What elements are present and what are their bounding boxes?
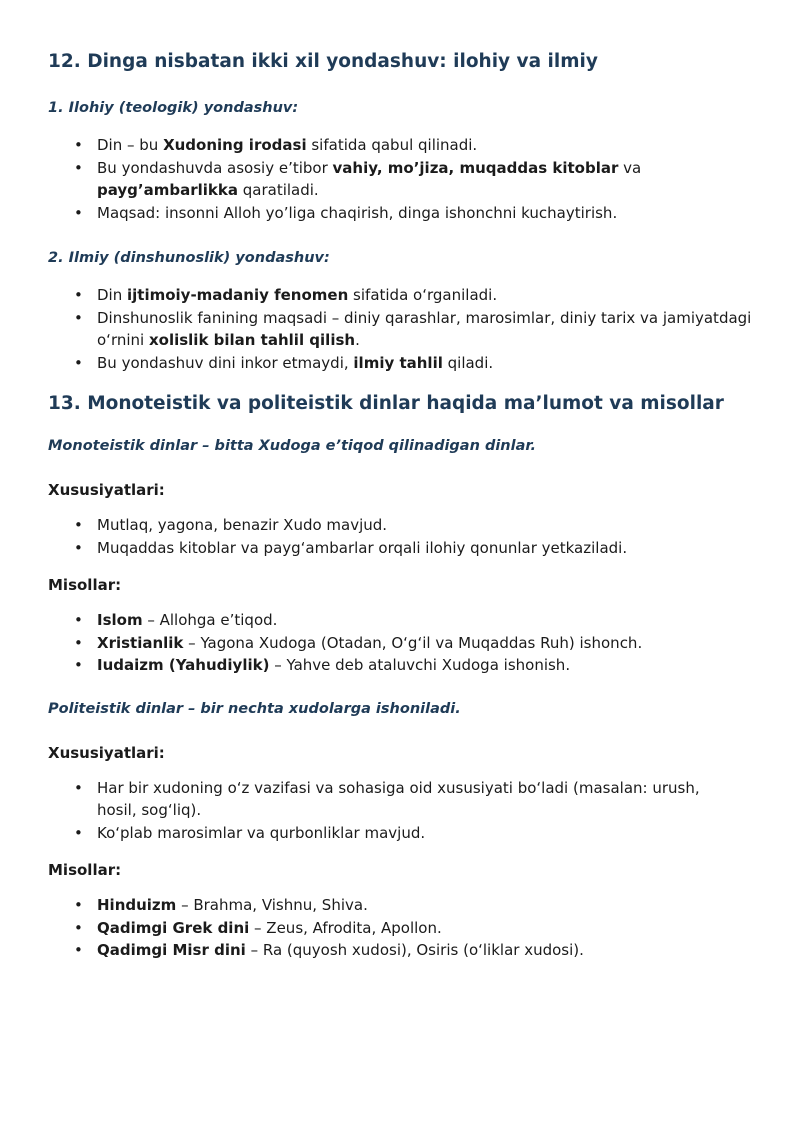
scientific-approach-list [48, 284, 752, 374]
section-13-title: 13. Monoteistik va politeistik dinlar haqida ma’lumot va misollar [48, 393, 724, 414]
list-item: • Islom – Allohga e’tiqod. [97, 609, 752, 632]
monotheistic-heading: Monoteistik dinlar – bitta Xudoga e’tiqod qilinadigan dinlar. [48, 438, 536, 454]
scientific-approach-heading: 2. Ilmiy (dinshunoslik) yondashuv: [48, 250, 330, 266]
monotheistic-examples-list [48, 609, 752, 677]
list-item: • Ko‘plab marosimlar va qurbonliklar mavjud. [97, 822, 712, 845]
polytheistic-features-label: Xususiyatlari: [48, 743, 165, 762]
section-12-title: 12. Dinga nisbatan ikki xil yondashuv: ilohiy va ilmiy [48, 51, 598, 72]
list-item: • Qadimgi Misr dini – Ra (quyosh xudosi), Osiris (o‘liklar xudosi). [97, 939, 752, 962]
polytheistic-heading: Politeistik dinlar – bir nechta xudolarga ishoniladi. [48, 700, 461, 717]
monotheistic-examples-label: Misollar: [48, 576, 122, 594]
list-item: • Xristianlik – Yagona Xudoga (Otadan, O‘g‘il va Muqaddas Ruh) ishonch. [97, 632, 752, 655]
list-item: • Bu yondashuv dini inkor etmaydi, ilmiy tahlil qiladi. [97, 352, 752, 375]
monotheistic-features-label: Xususiyatlari: [48, 481, 165, 499]
polytheistic-examples-list [48, 894, 752, 962]
list-item: • Bu yondashuvda asosiy e’tibor vahiy, mo’jiza, muqaddas kitoblar va payg’ambarlikka qaratiladi. [97, 157, 752, 202]
list-item: • Muqaddas kitoblar va payg‘ambarlar orqali ilohiy qonunlar yetkaziladi. [97, 537, 752, 560]
monotheistic-features-list [48, 514, 752, 559]
list-item: • Din – bu Xudoning irodasi sifatida qabul qilinadi. [97, 134, 752, 157]
list-item: • Har bir xudoning o‘z vazifasi va sohasiga oid xususiyati bo‘ladi (masalan: urush, hosil, sog‘liq). [97, 777, 712, 822]
list-item: • Mutlaq, yagona, benazir Xudo mavjud. [97, 514, 752, 537]
list-item: • Maqsad: insonni Alloh yo’liga chaqirish, dinga ishonchni kuchaytirish. [97, 202, 752, 225]
theological-approach-list [48, 134, 752, 224]
list-item: • Iudaizm (Yahudiylik) – Yahve deb ataluvchi Xudoga ishonish. [97, 654, 752, 677]
polytheistic-examples-label: Misollar: [48, 861, 122, 879]
theological-approach-heading: 1. Ilohiy (teologik) yondashuv: [48, 100, 299, 116]
polytheistic-features-list [48, 777, 752, 845]
list-item: • Qadimgi Grek dini – Zeus, Afrodita, Apollon. [97, 917, 752, 940]
list-item: • Din ijtimoiy-madaniy fenomen sifatida o‘rganiladi. [97, 284, 752, 307]
list-item: • Dinshunoslik fanining maqsadi – diniy qarashlar, marosimlar, diniy tarix va jamiyatdagi o‘rnini xolislik bilan tahlil qilish. [97, 307, 752, 352]
list-item: • Hinduizm – Brahma, Vishnu, Shiva. [97, 894, 752, 917]
